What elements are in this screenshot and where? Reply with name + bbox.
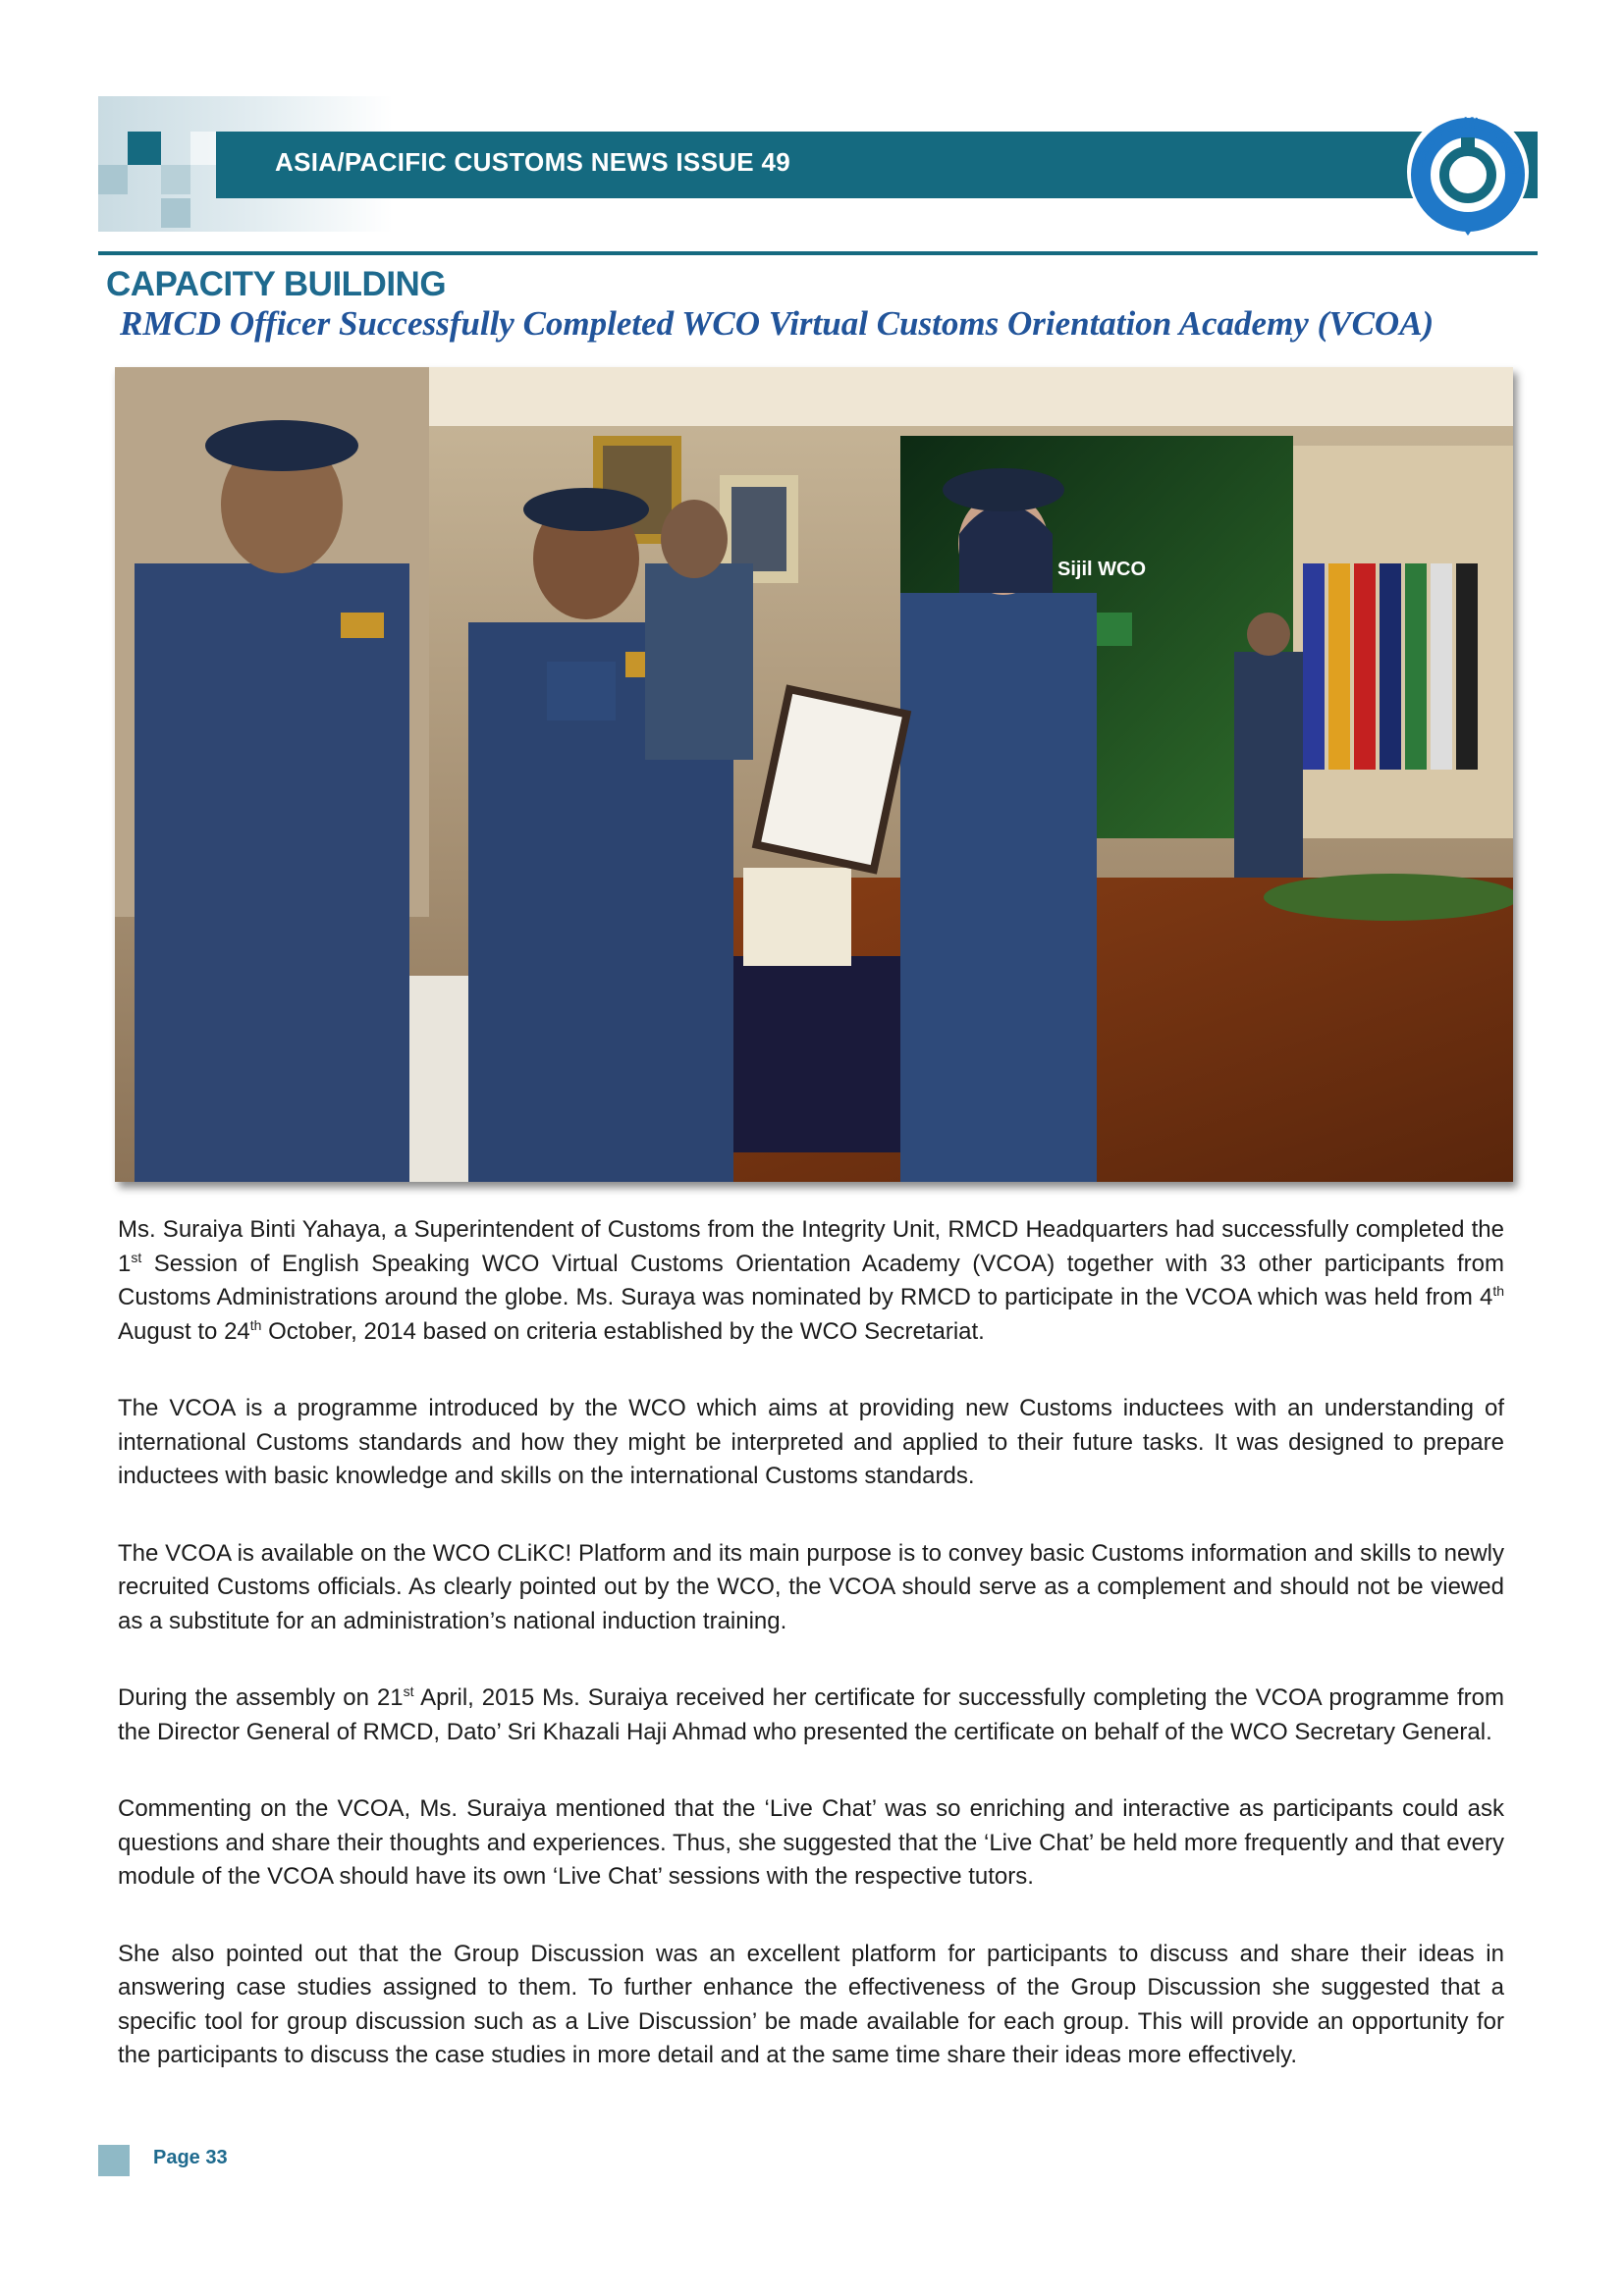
- page-number: Page 33: [153, 2147, 228, 2168]
- paragraph-4: During the assembly on 21st April, 2015 Ms. Suraiya received her certificate for successfully completing the VCOA programme from the Director General of RMCD, Dato’ Sri Khazali Haji Ahmad who presented the certificate on behalf of the WCO Secretary General.: [118, 1683, 1504, 1745]
- header-title: ASIA/PACIFIC CUSTOMS NEWS ISSUE 49: [275, 147, 790, 177]
- paragraph-1: Ms. Suraiya Binti Yahaya, a Superintendent of Customs from the Integrity Unit, RMCD Headquarters had successfully completed the 1st Session of English Speaking WCO Virtual Customs Orientation Academy (VCOA) together with 33 other participants from Customs Administrations around the globe. Ms. Suraya was nominated by RMCD to participate in the VCOA which was held from 4th August to 24th October, 2014 based on criteria established by the WCO Secretariat.: [118, 1216, 1504, 1345]
- paragraph-5: Commenting on the VCOA, Ms. Suraiya mentioned that the ‘Live Chat’ was so enriching and interactive as participants could ask questions and share their thoughts and experiences. Thus, she suggested that the ‘Live Chat’ be held more frequently and that every module of the VCOA should have its own ‘Live Chat’ sessions with the respective tutors.: [118, 1795, 1504, 1890]
- svg-text:Sijil WCO: Sijil WCO: [1057, 559, 1146, 580]
- footer-square: [98, 2145, 130, 2176]
- asia-pacific-region-logo-icon: [1394, 98, 1542, 245]
- paragraph-2: The VCOA is a programme introduced by the WCO which aims at providing new Customs inductees with an understanding of international Customs standards and how they might be interpreted and applied to their future tasks. It was designed to prepare inductees with basic knowledge and skills on the international Customs standards.: [118, 1395, 1504, 1489]
- paragraph-6: She also pointed out that the Group Discussion was an excellent platform for participants to discuss and share their ideas in answering case studies assigned to them. To further enhance the effectiveness of the Group Discussion she suggested that a specific tool for group discussion such as a Live Discussion’ be made available for each group. This will provide an opportunity for the participants to discuss the case studies in more detail and at the same time share their ideas more effectively.: [118, 1940, 1504, 2068]
- header-square-dark: [128, 132, 161, 165]
- svg-text:Asia Pacific Region: Asia Pacific Region: [1411, 114, 1526, 175]
- header-square-light: [98, 165, 128, 194]
- paragraph-3: The VCOA is available on the WCO CLiKC! Platform and its main purpose is to convey basic Customs information and skills to newly recruited Customs officials. As clearly pointed out by the WCO, the VCOA should serve as a complement and should not be viewed as a substitute for an administration’s national induction training.: [118, 1539, 1504, 1634]
- officer-left: [135, 563, 409, 1182]
- article-title: RMCD Officer Successfully Completed WCO Virtual Customs Orientation Academy (VCOA): [120, 304, 1435, 343]
- header-square-light: [161, 198, 190, 228]
- header-square-light: [161, 165, 190, 194]
- officer-right: [900, 593, 1097, 1182]
- article-body: [118, 1213, 1504, 2116]
- section-heading: CAPACITY BUILDING: [106, 265, 447, 303]
- article-photo: [115, 367, 1513, 1182]
- header-square-light: [190, 132, 216, 165]
- header-rule: [98, 251, 1538, 255]
- certificate-presentation-illustration: [115, 367, 1513, 1182]
